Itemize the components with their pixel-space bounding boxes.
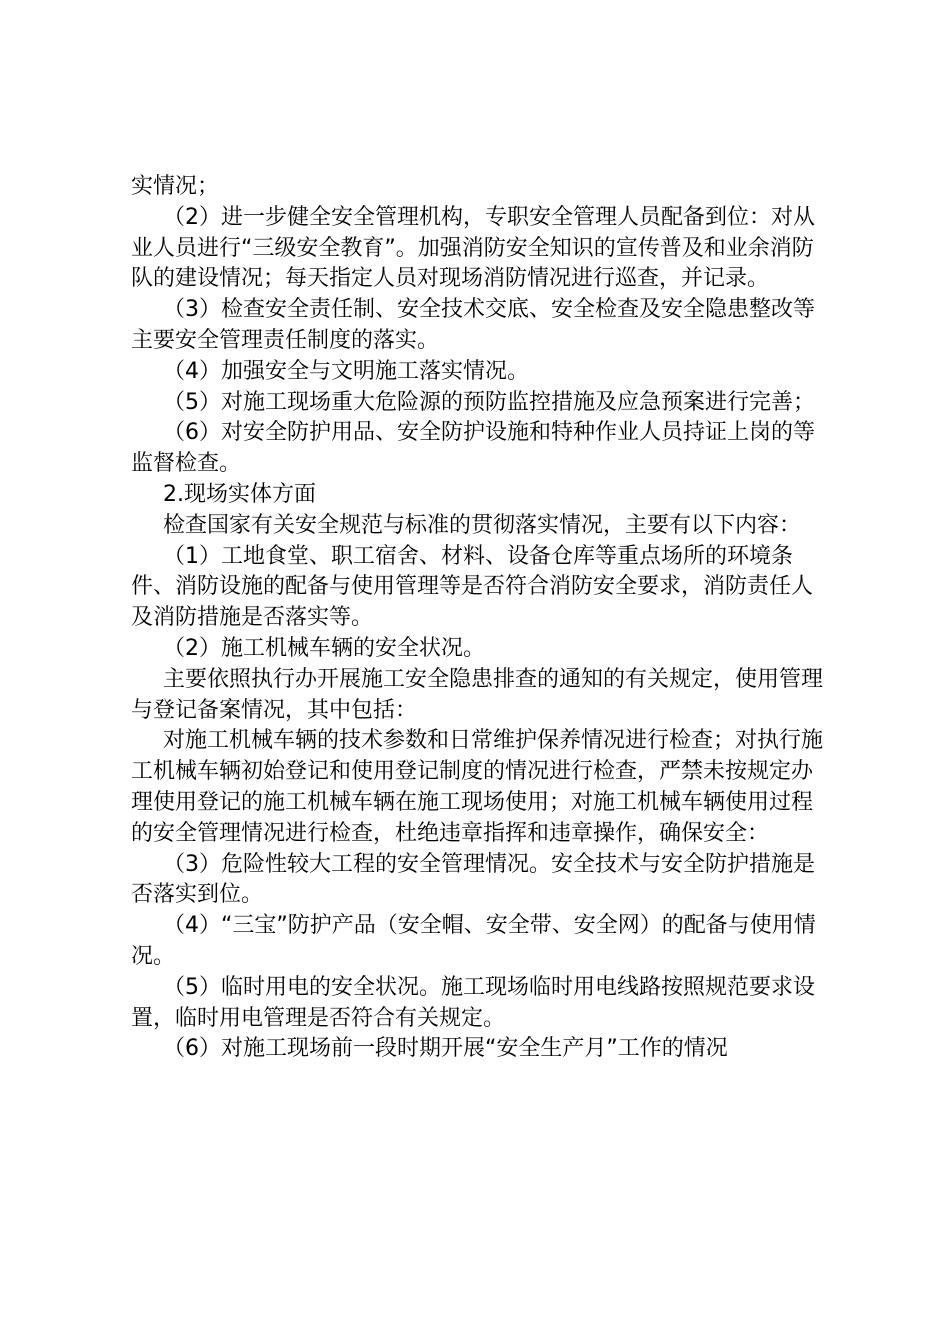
paragraph: （6）对安全防护用品、安全防护设施和特种作业人员持证上岗的等监督检查。 [131, 420, 815, 477]
paragraph: （4）“三宝”防护产品（安全帽、安全带、安全网）的配备与使用情况。 [131, 913, 816, 969]
paragraph: 对施工机械车辆的技术参数和日常维护保养情况进行检查；对执行施工机械车辆初始登记和使用登记制度的情况进行检查，严禁未按规定办理使用登记的施工机械车辆在施工现场使用；对施工机械车辆使用过程的安全管理情况进行检查，杜绝违章指挥和违章操作，确保安全： [131, 728, 824, 846]
paragraph: （2）施工机械车辆的安全状况。 [163, 635, 485, 661]
paragraph: （1）工地食堂、职工宿舍、材料、设备仓库等重点场所的环境条件、消防设施的配备与使用管理等是否符合消防安全要求，消防责任人及消防措施是否落实等。 [131, 543, 814, 631]
paragraph: 实情况； [131, 174, 220, 199]
paragraph: 主要依照执行办开展施工安全隐患排查的通知的有关规定，使用管理与登记备案情况，其中包括： [131, 666, 824, 723]
document-body [131, 172, 831, 1065]
paragraph: （6）对施工现场前一段时期开展“安全生产月”工作的情况 [163, 1036, 728, 1062]
paragraph: 检查国家有关安全规范与标准的贯彻落实情况，主要有以下内容： [163, 512, 802, 538]
paragraph: （3）危险性较大工程的安全管理情况。安全技术与安全防护措施是否落实到位。 [131, 851, 815, 908]
paragraph: （4）加强安全与文明施工落实情况。 [163, 358, 529, 384]
paragraph: （2）进一步健全安全管理机构，专职安全管理人员配备到位：对从业人员进行“三级安全教育”。加强消防安全知识的宣传普及和业余消防队的建设情况；每天指定人员对现场消防情况进行巡查，并记录。 [131, 204, 815, 292]
paragraph: （5）对施工现场重大危险源的预防监控措施及应急预案进行完善； [163, 389, 815, 415]
paragraph: （5）临时用电的安全状况。施工现场临时用电线路按照规范要求设置，临时用电管理是否符合有关规定。 [131, 974, 815, 1031]
paragraph: （3）检查安全责任制、安全技术交底、安全检查及安全隐患整改等主要安全管理责任制度的落实。 [131, 297, 815, 353]
section-heading: 2.现场实体方面 [163, 481, 316, 507]
